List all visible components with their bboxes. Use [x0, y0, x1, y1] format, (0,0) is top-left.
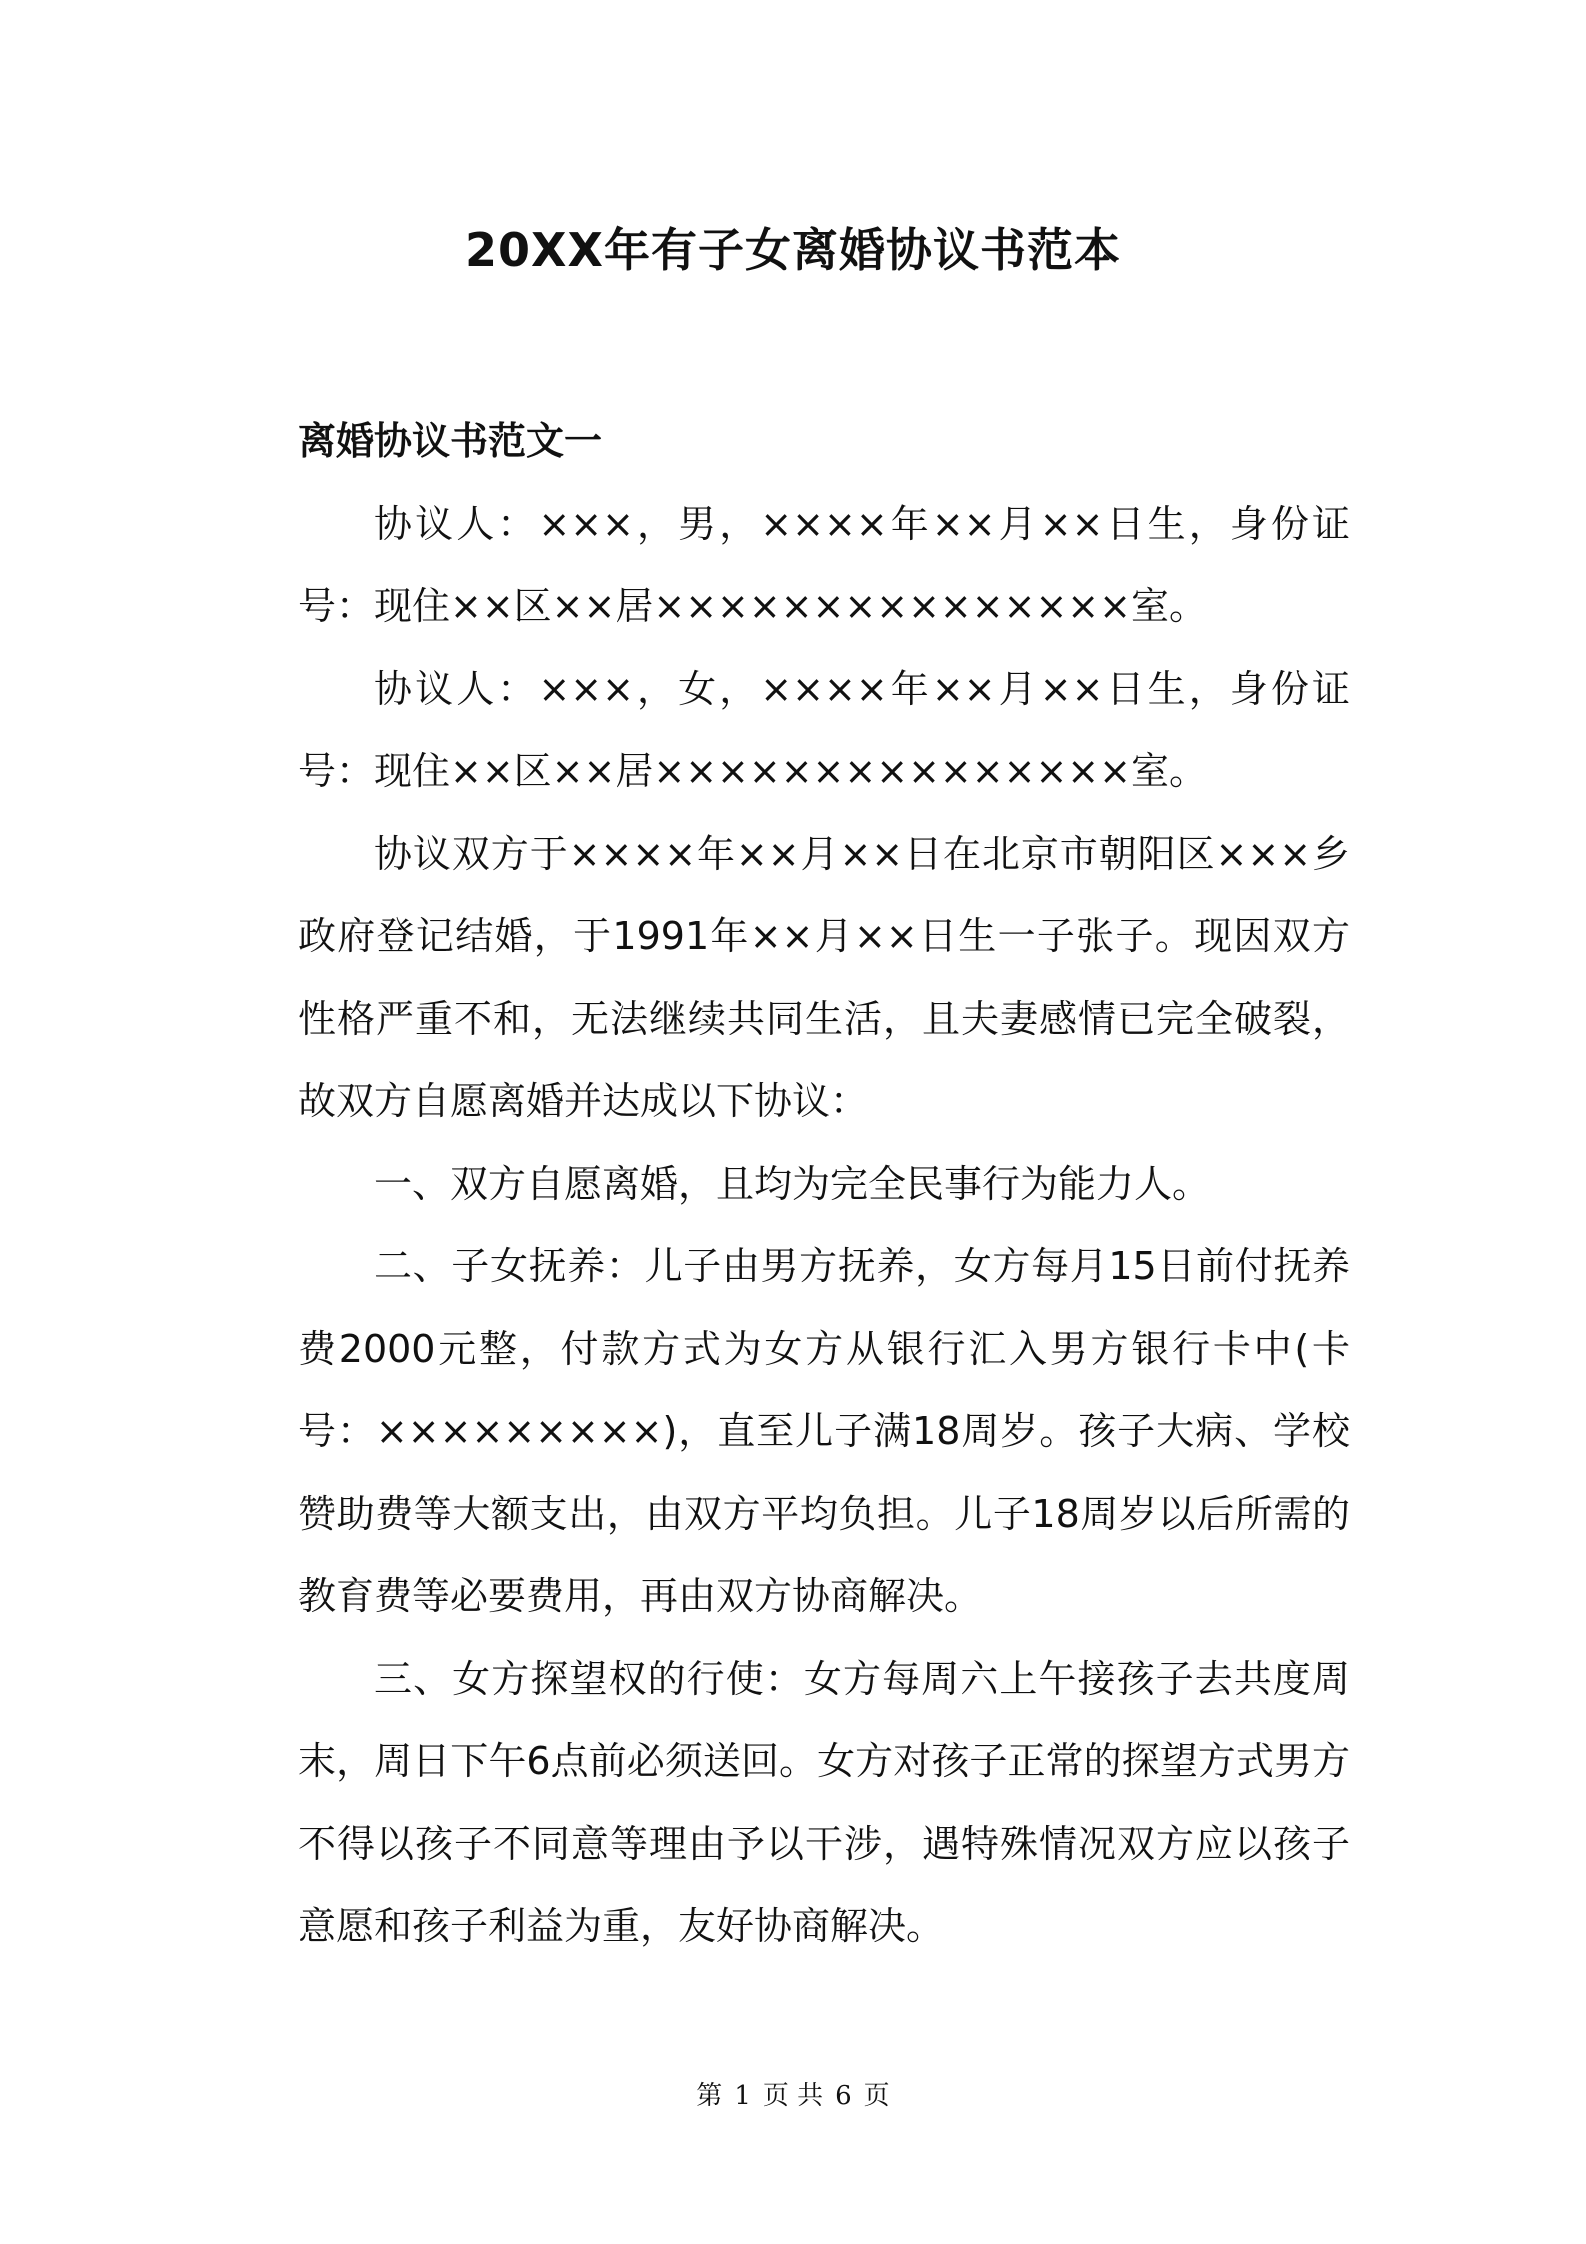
footer-mid: 页 共 [762, 2081, 824, 2111]
footer-prefix: 第 [696, 2081, 723, 2111]
paragraph-party-female: 协议人：×××，女，××××年××月××日生，身份证号：现住××区××居×××××××××××××××室。 [298, 666, 1350, 793]
footer-suffix: 页 [863, 2081, 890, 2111]
paragraph-clause-2: 二、子女抚养：儿子由男方抚养，女方每月15日前付抚养费2000元整，付款方式为女方从银行汇入男方银行卡中(卡号：×××××××××)，直至儿子满18周岁。孩子大病、学校赞助费等大额支出，由双方平均负担。儿子18周岁以后所需的教育费等必要费用，再由双方协商解决。 [298, 1244, 1350, 1618]
document-body [298, 400, 1350, 1968]
paragraph-marriage-background: 协议双方于××××年××月××日在北京市朝阳区×××乡政府登记结婚，于1991年××月××日生一子张子。现因双方性格严重不和，无法继续共同生活，且夫妻感情已完全破裂，故双方自愿离婚并达成以下协议： [298, 831, 1350, 1123]
paragraph-clause-3: 三、女方探望权的行使：女方每周六上午接孩子去共度周末，周日下午6点前必须送回。女方对孩子正常的探望方式男方不得以孩子不同意等理由予以干涉，遇特殊情况双方应以孩子意愿和孩子利益为重，友好协商解决。 [298, 1656, 1350, 1948]
footer-total-pages: 6 [835, 2081, 852, 2111]
document-title: 20XX年有子女离婚协议书范本 [465, 223, 1121, 277]
footer-current-page: 1 [734, 2081, 751, 2111]
page-footer [0, 2078, 1586, 2114]
paragraph-party-male: 协议人：×××，男，××××年××月××日生，身份证号：现住××区××居×××××××××××××××室。 [298, 501, 1350, 628]
section-heading: 离婚协议书范文一 [298, 419, 603, 463]
paragraph-clause-1: 一、双方自愿离婚，且均为完全民事行为能力人。 [374, 1161, 1211, 1206]
